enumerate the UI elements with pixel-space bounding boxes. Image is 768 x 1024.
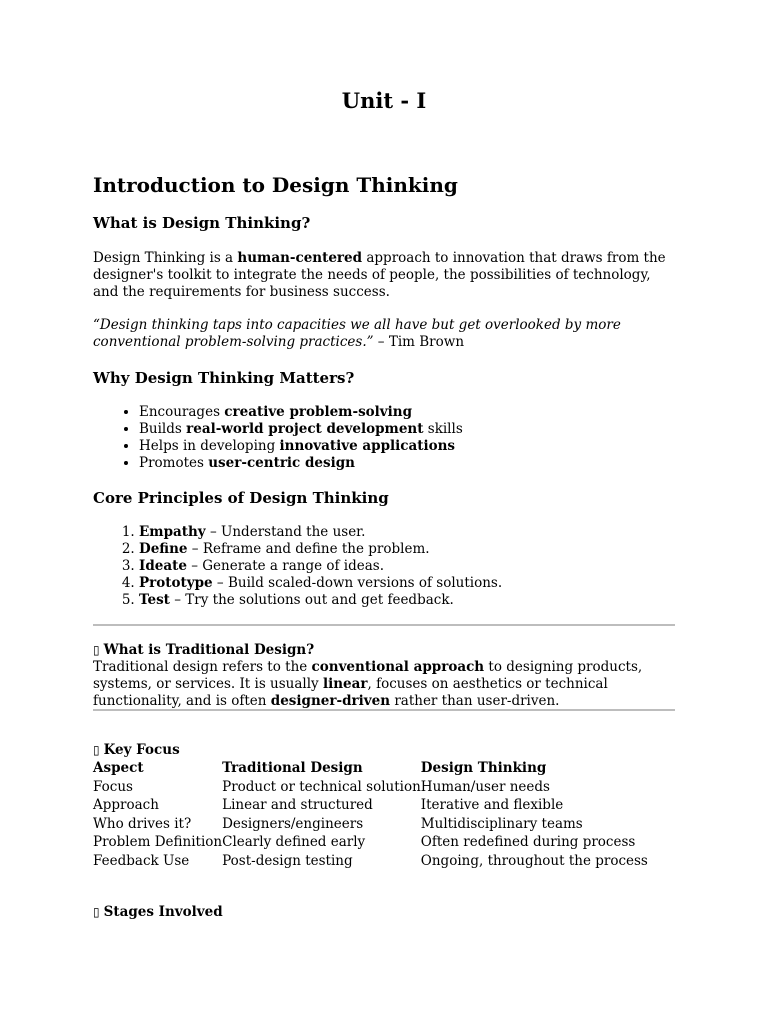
divider <box>93 624 675 626</box>
list-item: 3. Ideate – Generate a range of ideas. <box>139 558 502 575</box>
comparison-table <box>93 760 648 871</box>
table-cell: Who drives it? <box>93 815 192 832</box>
table-cell: Feedback Use <box>93 852 190 869</box>
table-cell: Post-design testing <box>222 852 353 869</box>
table-cell: Human/user needs <box>420 778 550 795</box>
missing-glyph-icon: ▯ <box>93 905 100 919</box>
table-row <box>93 834 648 853</box>
table-header-cell: Design Thinking <box>420 760 547 776</box>
why-list <box>93 404 463 472</box>
traditional-heading <box>93 642 314 658</box>
definition-text: Design Thinking is a <box>93 250 238 266</box>
definition-paragraph <box>93 250 675 301</box>
core-heading: Core Principles of Design Thinking <box>93 489 389 507</box>
traditional-paragraph: Traditional design refers to the conventional approach to designing products, systems, or services. It is usually linear, focuses on aesthetics or technical functionality, and is often designer-driven rather than user-driven. <box>93 659 643 709</box>
missing-glyph-icon: ▯ <box>93 743 100 757</box>
definition-emphasis: human-centered <box>237 250 363 266</box>
table-cell: Multidisciplinary teams <box>420 815 583 832</box>
table-header-row <box>93 760 648 779</box>
table-cell: Iterative and flexible <box>420 797 564 813</box>
quote-text: “Design thinking taps into capacities we all have but get overlooked by more conventional problem-solving practices.” <box>93 317 621 350</box>
key-focus-heading-text: Key Focus <box>103 742 180 758</box>
table-row <box>93 797 648 816</box>
table-row <box>93 853 648 872</box>
stages-heading-text: Stages Involved <box>103 904 223 920</box>
table-header-cell: Traditional Design <box>222 760 363 776</box>
what-is-heading: What is Design Thinking? <box>93 214 311 232</box>
quote-paragraph <box>93 317 675 351</box>
table-cell: Ongoing, throughout the process <box>420 852 648 869</box>
list-item: 1. Empathy – Understand the user. <box>139 524 502 541</box>
list-item: 4. Prototype – Build scaled-down versions of solutions. <box>139 575 502 592</box>
traditional-heading-text: What is Traditional Design? <box>103 642 315 658</box>
table-cell: Approach <box>93 797 159 813</box>
list-item: • Helps in developing innovative applications <box>139 438 463 455</box>
table-cell: Linear and structured <box>222 797 373 813</box>
stages-heading <box>93 904 223 920</box>
definition-text-rest: approach to innovation that draws from the designer's toolkit to integrate the needs of people, the possibilities of technology, and the requirements for business success. <box>93 250 666 300</box>
table-cell: Product or technical solution <box>222 778 421 795</box>
key-focus-heading <box>93 742 180 758</box>
list-item: 2. Define – Reframe and define the problem. <box>139 541 502 558</box>
list-item: 5. Test – Try the solutions out and get feedback. <box>139 592 502 609</box>
table-cell: Problem Definition <box>93 834 223 850</box>
table-cell: Designers/engineers <box>222 815 364 832</box>
table-header-cell: Aspect <box>93 760 144 776</box>
list-item: • Encourages creative problem-solving <box>139 404 463 421</box>
divider <box>93 709 675 711</box>
table-row <box>93 779 648 798</box>
table-cell: Clearly defined early <box>222 834 366 850</box>
quote-author: – Tim Brown <box>373 334 465 350</box>
core-list <box>93 524 502 609</box>
unit-title: Unit - I <box>341 88 427 113</box>
list-item: • Builds real-world project development skills <box>139 421 463 438</box>
table-cell: Often redefined during process <box>420 834 636 850</box>
intro-title: Introduction to Design Thinking <box>93 173 458 197</box>
missing-glyph-icon: ▯ <box>93 643 100 657</box>
table-cell: Focus <box>93 778 133 795</box>
table-row <box>93 816 648 835</box>
why-heading: Why Design Thinking Matters? <box>93 369 355 387</box>
list-item: • Promotes user-centric design <box>139 455 463 472</box>
